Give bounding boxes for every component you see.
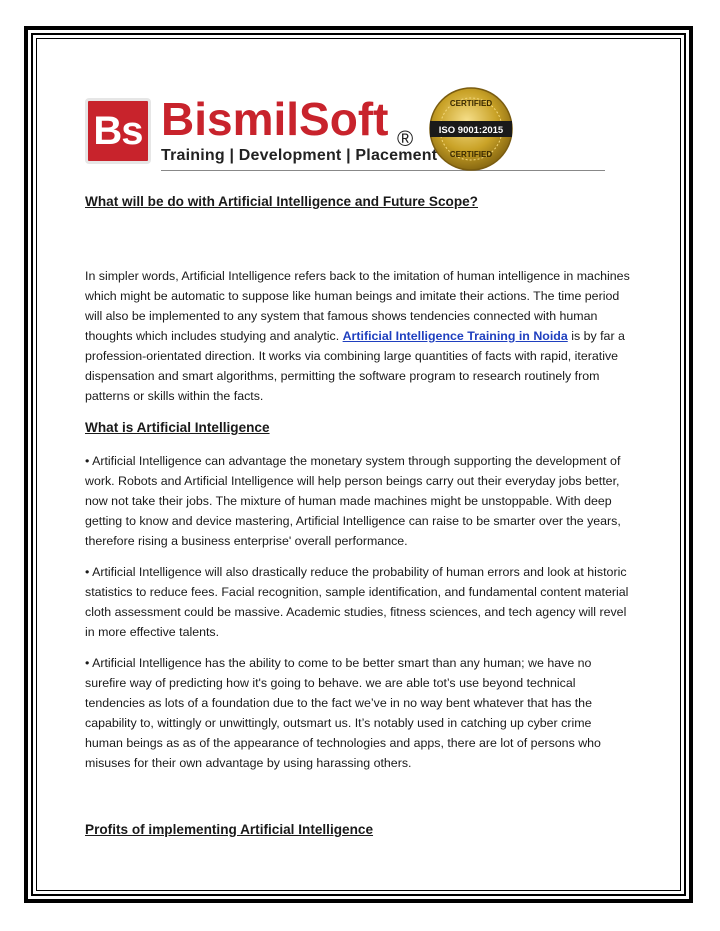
- logo-brand-name: BismilSoft: [161, 93, 389, 145]
- logo-underline: [161, 170, 605, 171]
- seal-bottom-text: CERTIFIED: [449, 150, 493, 159]
- bullet-paragraph: • Artificial Intelligence has the ability to come to be better smart than any human; we have no surefire way of predicting how it's going to behave. we are able tot’s use beyond technical tendencies as lots of a foundation due to the fact we’ve in no way bent whatever that has the capability to, wittingly or unwittingly, outsmart us. It’s notably used in catching up cyber crime human beings as as of the appearance of technologies and apps, there are lot of persons who misuses for their own advantage by using harassing others.: [85, 656, 601, 770]
- heading-future-scope: What will be do with Artificial Intelligence and Future Scope?: [85, 194, 478, 209]
- heading-profits: Profits of implementing Artificial Intelligence: [85, 822, 374, 837]
- ai-training-noida-link[interactable]: Artificial Intelligence Training in Noida: [342, 329, 568, 343]
- intro-paragraph: [85, 266, 630, 406]
- iso-certified-seal: [425, 86, 517, 172]
- logo-mark: Bs: [85, 98, 151, 164]
- bullet-paragraph: • Artificial Intelligence can advantage the monetary system through supporting the development of work. Robots and Artificial Intelligence will help person beings carry out their everyday jobs better, now not take their jobs. The mixture of human made machines might be unstoppable. With deep getting to know and device mastering, Artificial Intelligence can raise to be smarter over the years, therefore rising a business enterprise' overall performance.: [85, 454, 621, 548]
- seal-top-text: CERTIFIED: [449, 99, 493, 108]
- registered-mark: ®: [397, 126, 414, 151]
- intro-text-after: is by far a profession-orientated direction. It works via combining large quantities of facts with rapid, iterative dispensation and smart algorithms, permitting the software program to research routinely from patterns or skills within the facts.: [85, 329, 625, 403]
- logo-tagline: Training | Development | Placement: [161, 147, 438, 164]
- intro-text-before: In simpler words, Artificial Intelligence refers back to the imitation of human intelligence in machines which might be automatic to suppose like human beings and imitate their actions. The time period will also be implemented to any system that famous shows tendencies connected with human thoughts which includes studying and analytic.: [85, 269, 630, 343]
- seal-iso-text: ISO 9001:2015: [438, 125, 504, 136]
- bullet-paragraph: • Artificial Intelligence will also drastically reduce the probability of human errors and look at historic statistics to reduce fees. Facial recognition, sample identification, and fundamental content material cloth assessment could be massive. Academic studies, fitness sciences, and tech agency will revel in more effective talents.: [85, 565, 629, 639]
- heading-what-is-ai: What is Artificial Intelligence: [85, 420, 270, 435]
